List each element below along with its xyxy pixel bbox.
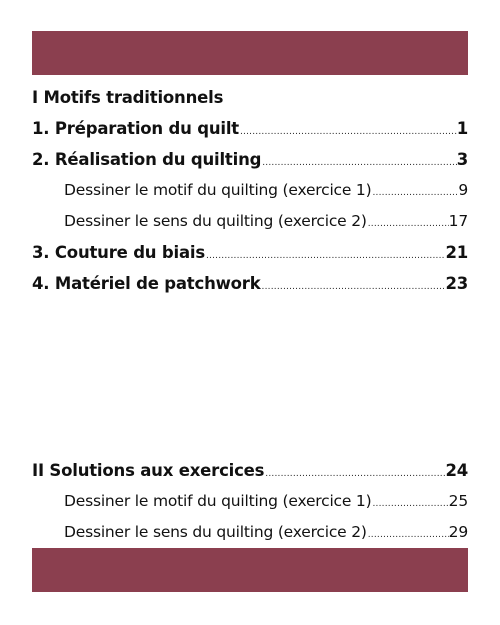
toc-subentry[interactable]: [32, 486, 468, 517]
footer-band: [32, 548, 468, 592]
toc-entry[interactable]: [32, 237, 468, 268]
toc-subentry-title: Dessiner le sens du quilting (exercice 2): [64, 212, 367, 230]
dot-leader: [371, 189, 458, 198]
part-2-title-text: II Solutions aux exercices: [32, 461, 265, 480]
toc-entry-page: 1: [456, 119, 468, 138]
dot-leader: [261, 283, 446, 292]
toc-entry[interactable]: [32, 144, 468, 175]
dot-leader: [367, 220, 449, 229]
toc-entry[interactable]: [32, 268, 468, 299]
dot-leader: [239, 128, 457, 137]
toc-part-2: [32, 455, 468, 548]
part-1-title: [32, 82, 468, 113]
dot-leader: [261, 159, 456, 168]
toc-entry-title: 1. Préparation du quilt: [32, 119, 239, 138]
toc-subentry[interactable]: [32, 517, 468, 548]
part-2-page: 24: [445, 461, 468, 480]
toc-entry[interactable]: [32, 113, 468, 144]
toc-entry-title: 2. Réalisation du quilting: [32, 150, 262, 169]
toc-subentry-title: Dessiner le motif du quilting (exercice 1): [64, 181, 372, 199]
dot-leader: [367, 531, 449, 540]
toc-subentry-page: 9: [458, 181, 468, 199]
toc-subentry-page: 25: [448, 492, 468, 510]
toc-entry-title: 3. Couture du biais: [32, 243, 205, 262]
toc-subentry[interactable]: [32, 206, 468, 237]
toc-part-1: [32, 82, 468, 299]
part-1-title-text: I Motifs traditionnels: [32, 88, 224, 107]
toc-subentry-title: Dessiner le motif du quilting (exercice 1): [64, 492, 372, 510]
toc-subentry-page: 29: [448, 523, 468, 541]
toc-entry-page: 23: [445, 274, 468, 293]
toc-subentry-page: 17: [448, 212, 468, 230]
toc-entry-page: 21: [445, 243, 468, 262]
toc-subentry[interactable]: [32, 175, 468, 206]
dot-leader: [371, 500, 448, 509]
header-band: [32, 31, 468, 75]
toc-subentry-title: Dessiner le sens du quilting (exercice 2): [64, 523, 367, 541]
part-2-title[interactable]: [32, 455, 468, 486]
toc-entry-title: 4. Matériel de patchwork: [32, 274, 261, 293]
toc-entry-page: 3: [456, 150, 468, 169]
dot-leader: [264, 470, 445, 479]
dot-leader: [205, 252, 445, 261]
